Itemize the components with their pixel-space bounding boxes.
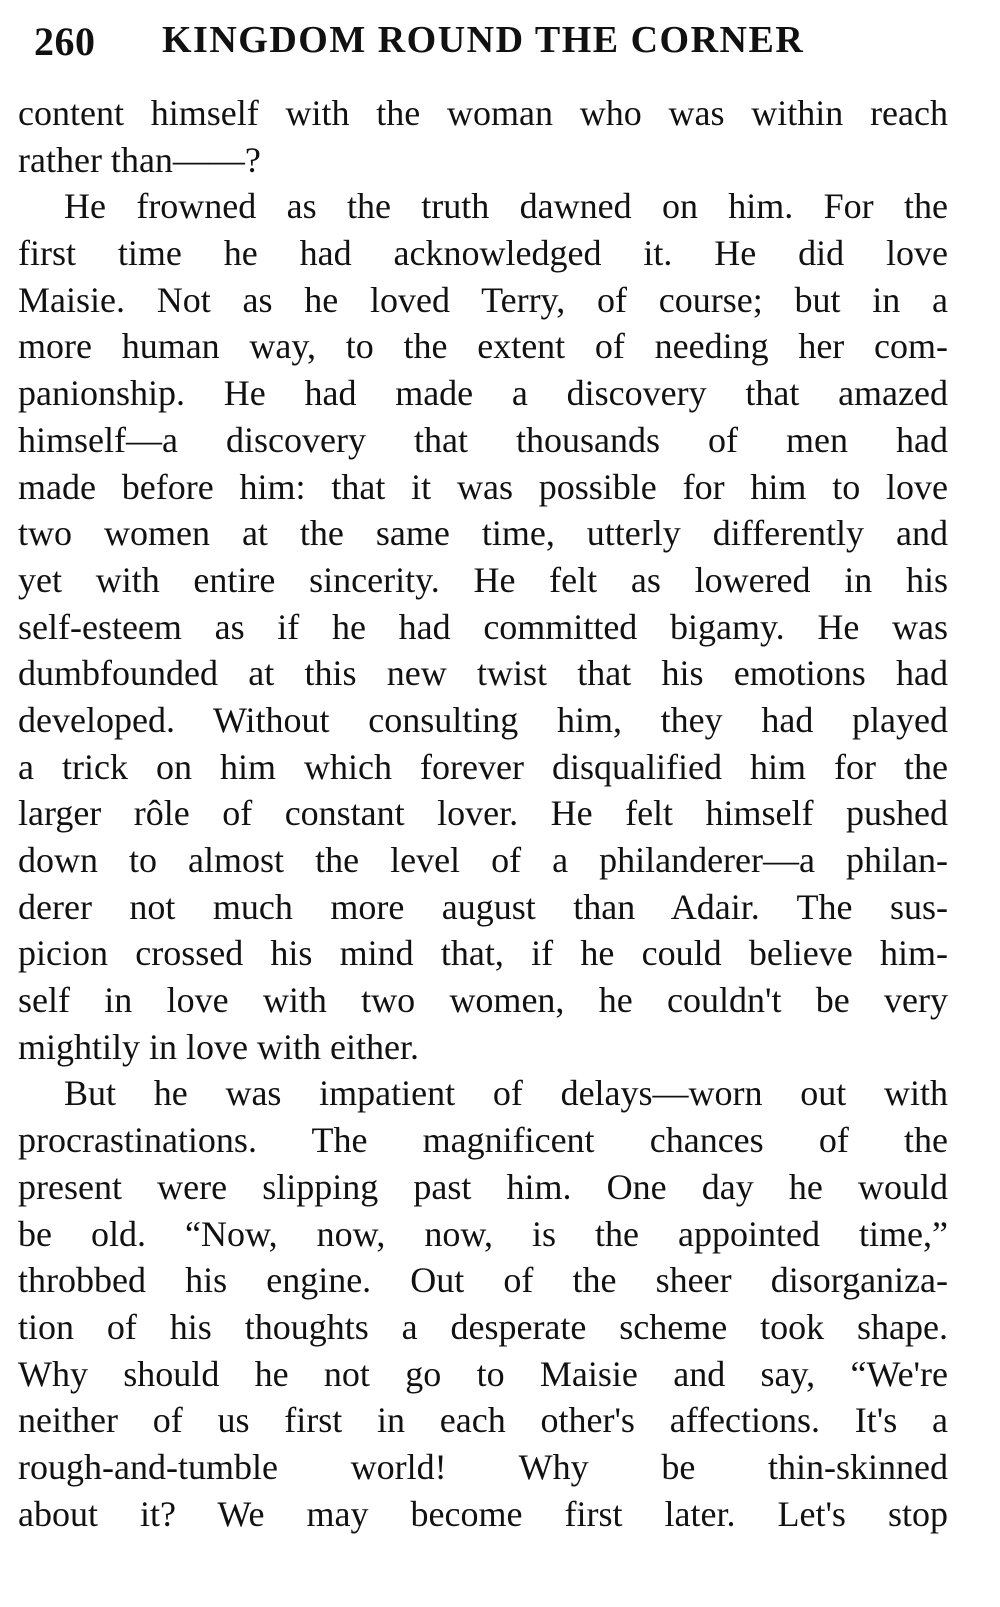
text-line: developed. Without consulting him, they had played xyxy=(18,699,948,740)
text-line: dumbfounded at this new twist that his emotions had xyxy=(18,653,948,694)
text-line: derer not much more august than Adair. The sus- xyxy=(18,886,948,927)
text-line: about it? We may become first later. Let's stop xyxy=(18,1493,948,1534)
text-line: larger rôle of constant lover. He felt himself pushed xyxy=(18,793,948,834)
running-title: KINGDOM ROUND THE CORNER xyxy=(162,19,805,61)
text-line: self-esteem as if he had committed bigamy. He was xyxy=(18,606,948,647)
text-line: content himself with the woman who was within reach xyxy=(18,93,948,133)
text-line: rough-and-tumble world! Why be thin-skinned xyxy=(18,1446,948,1487)
text-line: a trick on him which forever disqualified him for the xyxy=(18,746,948,787)
text-line: throbbed his engine. Out of the sheer disorganiza- xyxy=(18,1260,948,1301)
text-line: be old. “Now, now, now, is the appointed time,” xyxy=(18,1213,948,1254)
text-line: present were slipping past him. One day he would xyxy=(18,1166,948,1207)
text-line: Maisie. Not as he loved Terry, of course; but in a xyxy=(18,279,948,320)
text-line: first time he had acknowledged it. He did love xyxy=(18,233,948,274)
text-line: tion of his thoughts a desperate scheme took shape. xyxy=(18,1306,948,1347)
text-line: neither of us first in each other's affections. It's a xyxy=(18,1400,948,1441)
text-line: He frowned as the truth dawned on him. For the xyxy=(64,186,948,227)
text-line: panionship. He had made a discovery that amazed xyxy=(18,373,948,414)
text-line: made before him: that it was possible for him to love xyxy=(18,466,948,507)
paragraph xyxy=(18,90,948,183)
text-line: But he was impatient of delays—worn out with xyxy=(64,1073,948,1114)
page-number: 260 xyxy=(34,19,96,64)
text-line: rather than——? xyxy=(18,139,261,180)
text-line: mightily in love with either. xyxy=(18,1026,419,1067)
text-line: down to almost the level of a philanderer—a philan- xyxy=(18,840,948,880)
text-line: picion crossed his mind that, if he could believe him- xyxy=(18,933,948,974)
text-line: self in love with two women, he couldn't be very xyxy=(18,980,948,1021)
text-line: procrastinations. The magnificent chances of the xyxy=(18,1120,948,1161)
text-line: Why should he not go to Maisie and say, “We're xyxy=(18,1353,948,1394)
text-line: himself—a discovery that thousands of men had xyxy=(18,419,948,460)
text-line: more human way, to the extent of needing her com- xyxy=(18,326,948,367)
body-text xyxy=(18,90,948,1537)
page-header xyxy=(34,18,964,78)
paragraph xyxy=(18,183,948,1070)
text-line: yet with entire sincerity. He felt as lowered in his xyxy=(18,559,948,600)
text-line: two women at the same time, utterly differently and xyxy=(18,513,948,554)
paragraph xyxy=(18,1070,948,1537)
